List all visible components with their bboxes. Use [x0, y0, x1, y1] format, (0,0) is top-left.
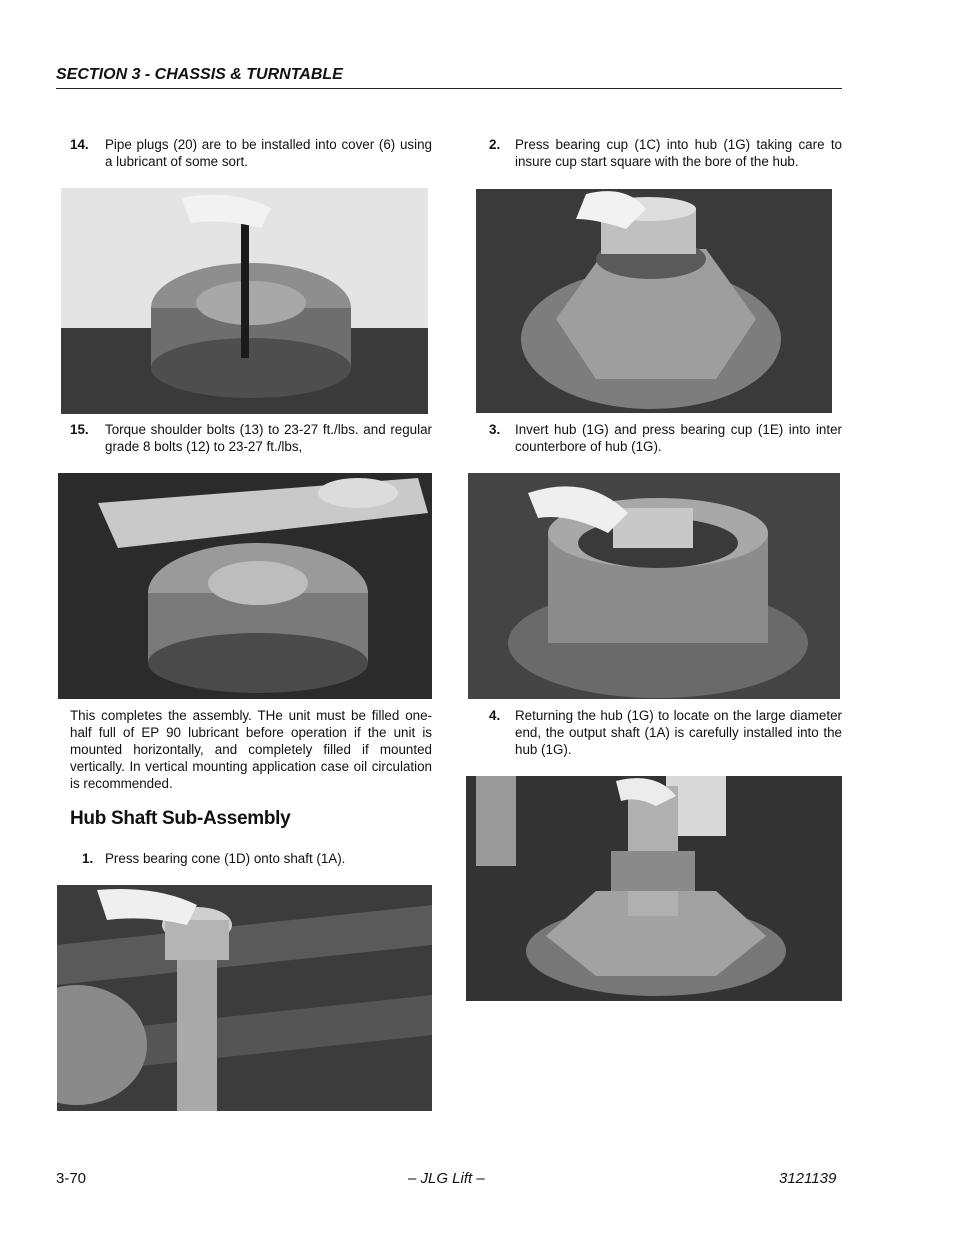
step-15 — [70, 421, 432, 455]
step-text: Press bearing cone (1D) onto shaft (1A). — [105, 851, 346, 866]
photo-inverted-hub-cup — [468, 473, 840, 699]
step-text: Invert hub (1G) and press bearing cup (1E) into inter counterbore of hub (1G). — [515, 422, 842, 454]
step-text: Press bearing cup (1C) into hub (1G) taking care to insure cup start square with the bore of the hub. — [515, 137, 842, 169]
page-number: 3-70 — [56, 1170, 87, 1187]
subsection-title: Hub Shaft Sub-Assembly — [70, 808, 291, 829]
step-number: 1. — [82, 851, 94, 866]
footer-center: – JLG Lift – — [408, 1170, 485, 1187]
photo-bearing-cup-hub — [476, 189, 832, 413]
section-title: SECTION 3 - CHASSIS & TURNTABLE — [56, 66, 343, 83]
step-1 — [82, 850, 432, 867]
completion-paragraph: This completes the assembly. THe unit must be filled one-half full of EP 90 lubricant before operation if the unit is mounted horizontally, and completely filled if mounted vertically. In vertical mounting application case oil circulation is recommended. — [70, 708, 432, 791]
step-3 — [489, 421, 842, 455]
step-14 — [70, 136, 432, 170]
step-number: 3. — [489, 422, 501, 437]
step-2 — [489, 136, 842, 170]
step-text: Pipe plugs (20) are to be installed into cover (6) using a lubricant of some sort. — [105, 137, 432, 169]
step-text: Returning the hub (1G) to locate on the large diameter end, the output shaft (1A) is carefully installed into the hub (1G). — [515, 708, 842, 757]
photo-pipe-plug-install — [61, 188, 428, 414]
photo-bearing-cone-shaft — [57, 885, 432, 1111]
step-text: Torque shoulder bolts (13) to 23-27 ft./lbs. and regular grade 8 bolts (12) to 23-27 ft./lbs, — [105, 422, 432, 454]
step-number: 2. — [489, 137, 501, 152]
document-number: 3121139 — [779, 1170, 837, 1187]
section-header — [56, 66, 842, 89]
step-number: 14. — [70, 137, 89, 152]
step-4 — [489, 707, 842, 758]
photo-torque-bolts — [58, 473, 432, 699]
step-number: 4. — [489, 708, 501, 723]
photo-output-shaft-install — [466, 776, 842, 1001]
step-number: 15. — [70, 422, 89, 437]
